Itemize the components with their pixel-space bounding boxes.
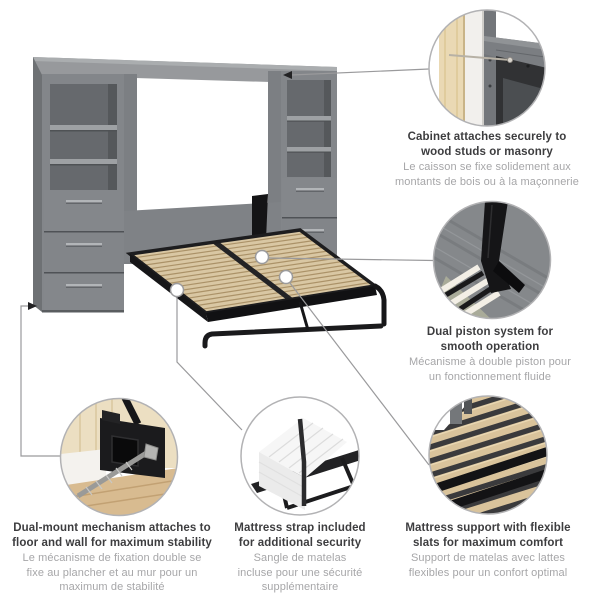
marker-dot-slats [280, 271, 293, 284]
callout-circle-dual-mount [60, 396, 178, 518]
drawer-handle [66, 200, 102, 203]
callout-caption-slats [384, 521, 592, 580]
caption-line-fr: supplémentaire [261, 580, 339, 593]
caption-line-fr: Support de matelas avec lattes [410, 552, 566, 565]
fold-down-bed [130, 230, 384, 346]
callout-circle-slats [424, 371, 552, 526]
callout-circle-piston [429, 201, 553, 327]
caption-line-en: wood studs or masonry [421, 146, 553, 159]
callout-caption-wall-attachment [382, 130, 592, 189]
caption-line-en: slats for maximum comfort [412, 537, 564, 550]
caption-line-en: smooth operation [440, 341, 540, 354]
foot-frame [375, 286, 384, 324]
caption-line-en: floor and wall for maximum stability [12, 537, 212, 550]
callout-caption-piston [385, 325, 595, 384]
caption-line-en: Mattress strap included [234, 522, 366, 534]
callout-caption-dual-mount [2, 521, 222, 594]
callout-caption-mattress-strap [200, 521, 400, 594]
caption-line-fr: Le caisson se fixe solidement aux [403, 161, 571, 174]
left-shelf-cavity [50, 84, 117, 190]
caption-line-fr: maximum de stabilité [59, 580, 165, 593]
caption-line-fr: Mécanisme à double piston pour [409, 356, 571, 369]
caption-line-fr: flexibles pour un confort optimal [408, 566, 568, 579]
drawer-handle [296, 188, 324, 191]
callout-circle-wall-attachment [427, 8, 547, 128]
shelf-board [50, 125, 117, 130]
caption-line-en: Dual-mount mechanism attaches to [13, 522, 211, 534]
cabinet-left-side-panel [33, 60, 42, 312]
drawer-handle [66, 243, 102, 246]
callout-circle-mattress-strap [241, 397, 364, 517]
left-storage-tower [42, 74, 124, 313]
caption-line-fr: incluse pour une sécurité [237, 566, 363, 579]
connector-dual-mount [21, 306, 61, 456]
handle-bar [205, 326, 381, 346]
caption-line-fr: un fonctionnement fluide [428, 370, 552, 383]
caption-line-en: Dual piston system for [426, 326, 554, 338]
flexible-slats [424, 371, 552, 526]
caption-line-fr: Le mécanisme de fixation double se [22, 552, 202, 565]
caption-line-fr: fixe au plancher et au mur pour un [26, 566, 198, 579]
drawer-handle [66, 284, 102, 287]
shelf-board [50, 159, 117, 164]
shelf-board [287, 116, 331, 121]
caption-line-en: Cabinet attaches securely to [407, 131, 567, 143]
caption-line-en: Mattress support with flexible [405, 522, 571, 534]
left-drawers [44, 190, 124, 312]
caption-line-en: for additional security [238, 537, 362, 550]
marker-dot-strap [171, 284, 184, 297]
shelf-board [287, 147, 331, 152]
caption-line-fr: Sangle de matelas [253, 552, 347, 565]
caption-line-fr: montants de bois ou à la maçonnerie [395, 175, 579, 188]
marker-dot-piston [256, 251, 269, 264]
